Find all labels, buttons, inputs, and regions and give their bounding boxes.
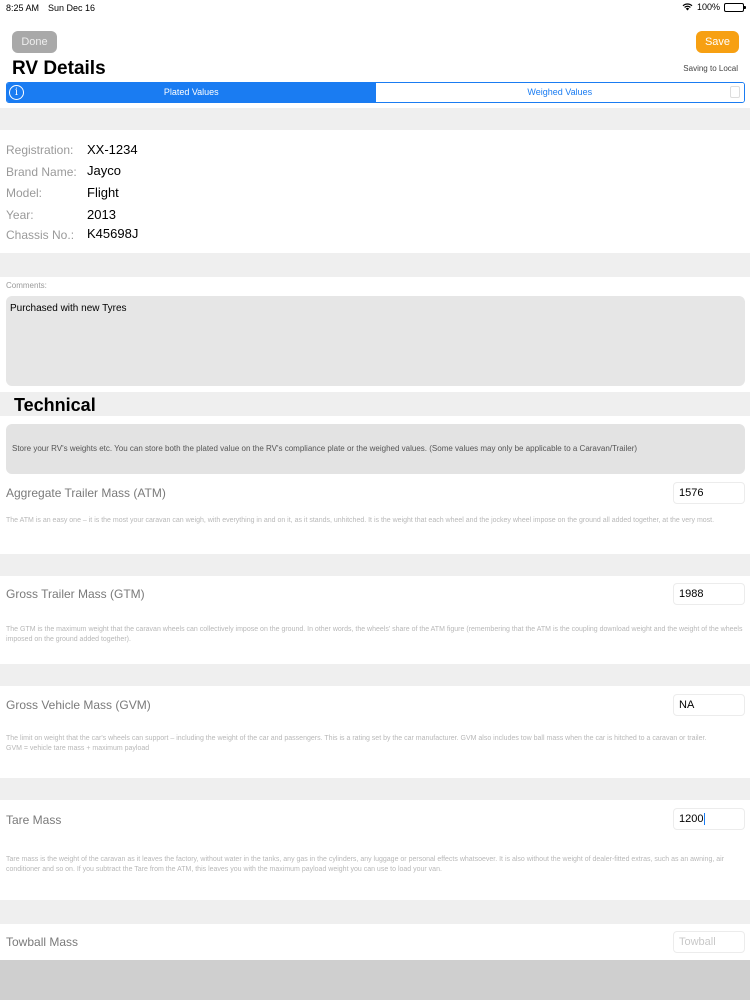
gvm-description-text: The limit on weight that the car's wheels can support – including the weight of the car and passengers. This is a rating set by the car manufacturer. GVM also includes tow ball mass when the car is hitched to a caravan or trailer. [6,735,707,742]
page-title: RV Details [12,58,106,79]
chassis-no-value[interactable]: K45698J [87,226,139,241]
done-button[interactable]: Done [12,31,57,53]
text-caret [704,813,705,825]
gvm-label: Gross Vehicle Mass (GVM) [6,698,151,712]
tare-mass-description: Tare mass is the weight of the caravan as it leaves the factory, without water in the tanks, any gas in the cylinders, any luggage or personal effects whatsoever. It is also without the weight of dealer-fitted extras, such as an awning, air conditioner and so on. If you subtract the Tare from the ATM, this leaves you with the maximum payload weight you can use to load your van. [6,856,725,873]
registration-value[interactable]: XX-1234 [87,142,138,157]
technical-note: Store your RV's weights etc. You can store both the plated value on the RV's compliance plate or the weighed values. (Some values may only be applicable to a Caravan/Trailer) [6,424,745,474]
brand-name-label: Brand Name: [6,165,77,179]
separator-band [0,664,750,686]
comments-textarea[interactable]: Purchased with new Tyres [6,296,745,386]
bottom-toolbar [0,960,750,1000]
battery-icon [724,3,744,12]
status-bar [0,0,750,16]
towball-mass-label: Towball Mass [6,935,79,949]
chassis-no-label: Chassis No.: [6,228,75,242]
tare-mass-input[interactable] [673,808,745,830]
comments-label: Comments: [6,281,47,290]
separator-band [0,900,750,924]
separator-band [0,108,750,130]
year-value[interactable]: 2013 [87,207,116,222]
gtm-label: Gross Trailer Mass (GTM) [6,587,145,601]
separator-band [0,392,750,416]
tab-plated-values[interactable]: Plated Values [7,83,376,102]
tab-weighed-values[interactable]: Weighed Values [376,83,745,102]
technical-heading: Technical [14,395,96,415]
values-segmented-control [6,82,745,103]
model-label: Model: [6,186,43,200]
gtm-input[interactable]: 1988 [673,583,745,605]
gvm-input[interactable]: NA [673,694,745,716]
registration-label: Registration: [6,143,74,157]
save-status: Saving to Local [683,64,738,73]
tare-mass-value: 1200 [679,813,704,825]
year-label: Year: [6,208,34,222]
wifi-icon [682,3,693,11]
status-time: 8:25 AM [6,3,40,13]
gvm-formula-text: GVM = vehicle tare mass + maximum payload [6,745,150,752]
atm-description: The ATM is an easy one – it is the most your caravan can weigh, with everything in and on it, as it stands, unhitched. It is the weight that each wheel and the jockey wheel impose on the ground all added together, at the very most. [6,517,715,524]
separator-band [0,253,750,277]
gvm-description [6,734,744,754]
tare-mass-label: Tare Mass [6,813,62,827]
segment-handle-icon [730,86,740,98]
save-button[interactable]: Save [696,31,739,53]
brand-name-value[interactable]: Jayco [87,163,121,178]
atm-input[interactable]: 1576 [673,482,745,504]
status-date: Sun Dec 16 [48,3,96,13]
status-right [682,2,744,12]
separator-band [0,554,750,576]
towball-mass-input[interactable]: Towball [673,931,745,953]
gtm-description: The GTM is the maximum weight that the caravan wheels can collectively impose on the ground. In other words, the wheels' share of the ATM figure (remembering that the ATM is the coupling download weight and the weight of the wheels imposed on the ground added together). [6,626,743,643]
model-value[interactable]: Flight [87,185,119,200]
battery-percent: 100% [696,2,720,12]
atm-label: Aggregate Trailer Mass (ATM) [6,486,166,500]
separator-band [0,778,750,800]
info-icon[interactable]: i [9,85,24,100]
